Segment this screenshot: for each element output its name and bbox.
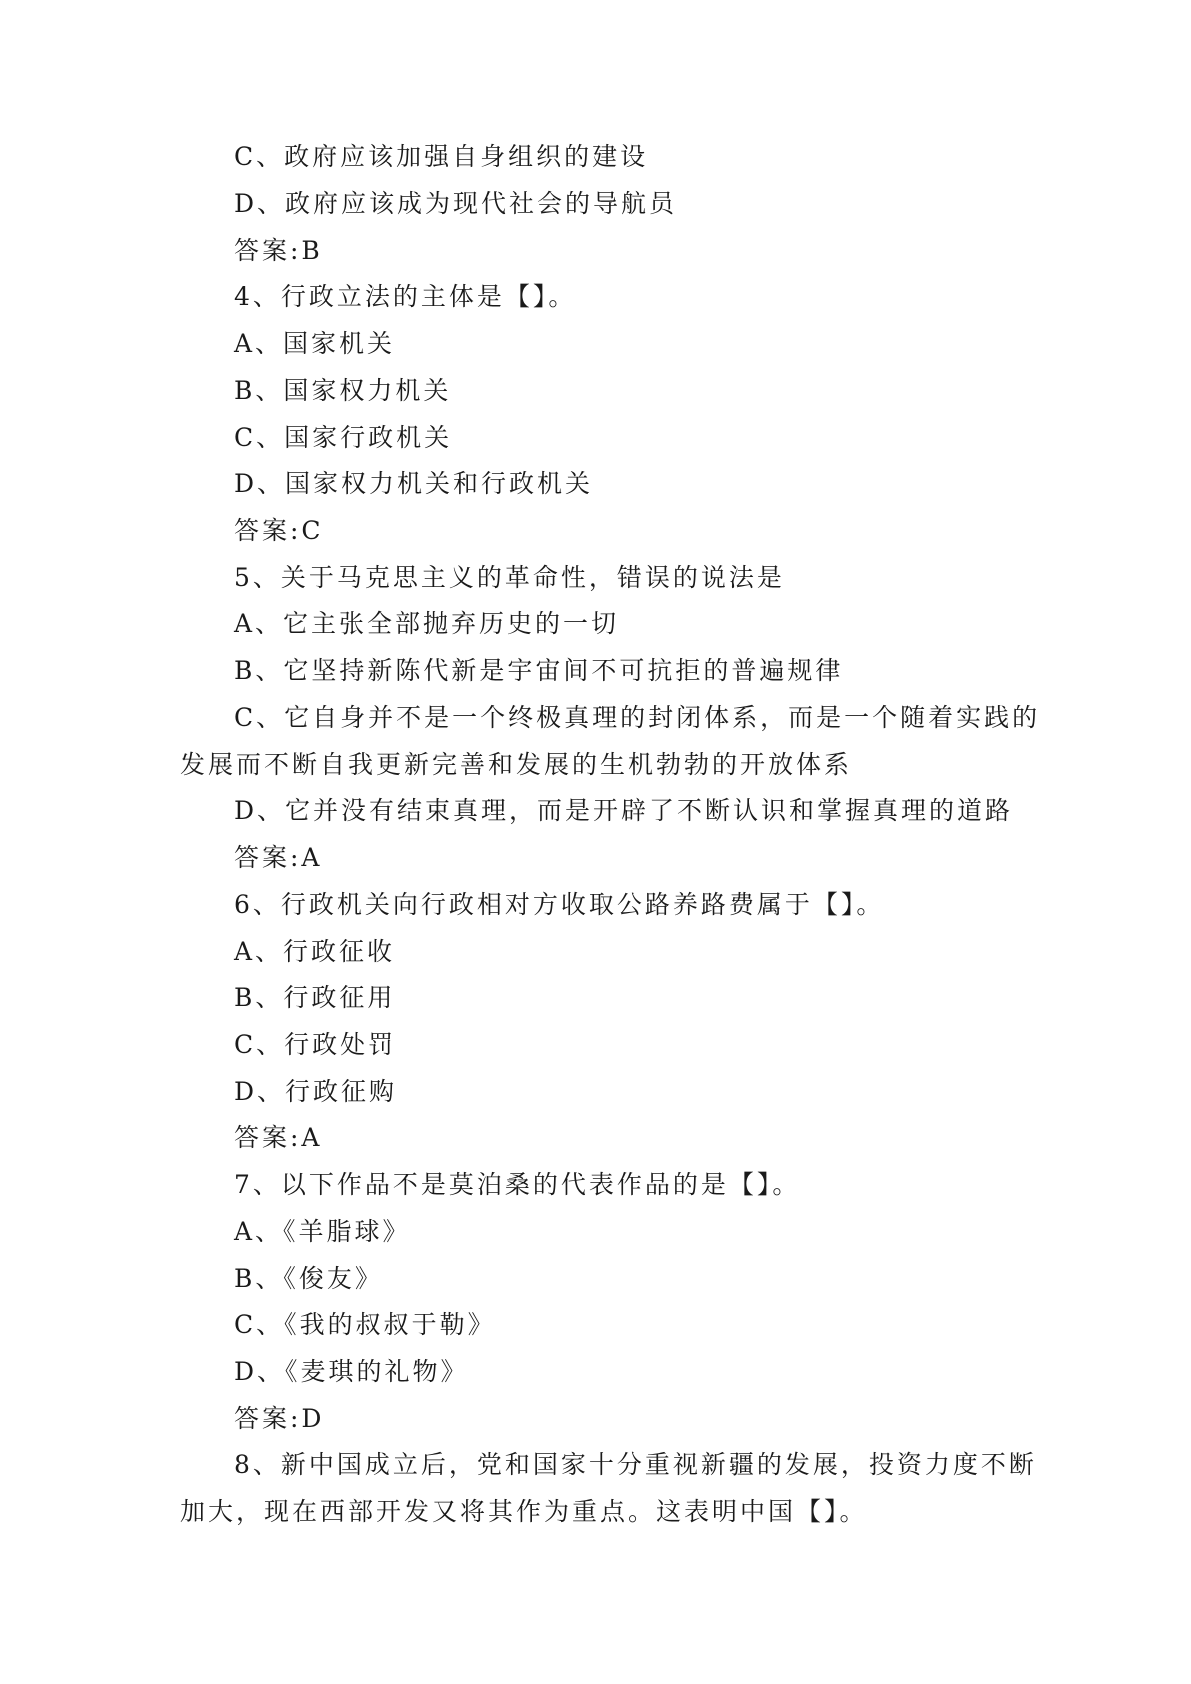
option-6d: D、行政征购 <box>234 1077 398 1106</box>
option-4d: D、国家权力机关和行政机关 <box>234 469 594 498</box>
option-4c: C、国家行政机关 <box>234 423 453 452</box>
option-7c: C、《我的叔叔于勒》 <box>234 1310 496 1339</box>
option-7d: D、《麦琪的礼物》 <box>234 1357 469 1386</box>
answer-5: 答案:A <box>234 843 323 872</box>
option-6a: A、行政征收 <box>234 937 396 966</box>
option-6b: B、行政征用 <box>234 983 396 1012</box>
question-8: 8、新中国成立后，党和国家十分重视新疆的发展，投资力度不断 <box>234 1450 1037 1479</box>
answer-7: 答案:D <box>234 1404 325 1433</box>
option-3c: C、政府应该加强自身组织的建设 <box>234 142 649 171</box>
option-5a: A、它主张全部抛弃历史的一切 <box>234 609 620 638</box>
option-4b: B、国家权力机关 <box>234 376 452 405</box>
answer-6: 答案:A <box>234 1123 323 1152</box>
option-5c-continued: 发展而不断自我更新完善和发展的生机勃勃的开放体系 <box>180 750 853 779</box>
question-7: 7、以下作品不是莫泊桑的代表作品的是【】。 <box>234 1170 801 1199</box>
option-4a: A、国家机关 <box>234 329 396 358</box>
option-3d: D、政府应该成为现代社会的导航员 <box>234 189 678 218</box>
option-5c: C、它自身并不是一个终极真理的封闭体系，而是一个随着实践的 <box>234 703 1041 732</box>
answer-4: 答案:C <box>234 516 324 545</box>
question-4: 4、行政立法的主体是【】。 <box>234 282 577 311</box>
question-6: 6、行政机关向行政相对方收取公路养路费属于【】。 <box>234 890 885 919</box>
option-7a: A、《羊脂球》 <box>234 1217 411 1246</box>
option-5d: D、它并没有结束真理，而是开辟了不断认识和掌握真理的道路 <box>234 796 1014 825</box>
answer-3: 答案:B <box>234 236 323 265</box>
option-7b: B、《俊友》 <box>234 1264 383 1293</box>
option-6c: C、行政处罚 <box>234 1030 397 1059</box>
question-8-continued: 加大，现在西部开发又将其作为重点。这表明中国【】。 <box>180 1497 868 1526</box>
option-5b: B、它坚持新陈代新是宇宙间不可抗拒的普遍规律 <box>234 656 844 685</box>
question-5: 5、关于马克思主义的革命性，错误的说法是 <box>234 563 785 592</box>
